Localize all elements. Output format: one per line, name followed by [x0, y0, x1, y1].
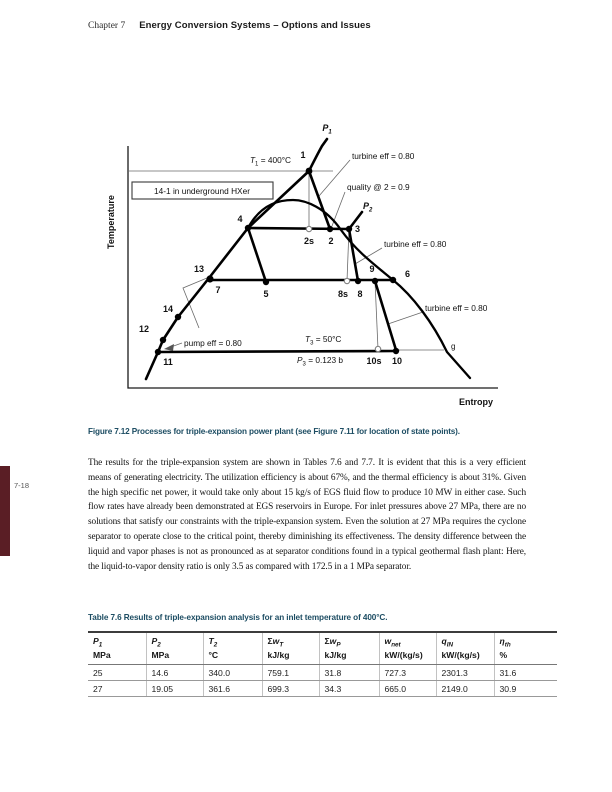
chapter-title: Energy Conversion Systems – Options and Issues — [139, 20, 371, 31]
point-label-3: 3 — [355, 224, 361, 234]
table-cell: 31.8 — [319, 665, 379, 681]
figure-caption: Figure 7.12 Processes for triple-expansion power plant (see Figure 7.11 for location of state points). — [88, 427, 460, 436]
point-label-2s: 2s — [303, 236, 315, 246]
point-label-11: 11 — [163, 357, 173, 367]
col-header-5: $w_{net}$ kW/(kg/s) — [379, 632, 436, 665]
t3-label: $T_3 = 50^\circ C$ — [305, 334, 342, 347]
col-header-6: $q_{IN}$ kW/(kg/s) — [436, 632, 494, 665]
point-label-10: 10 — [391, 356, 403, 366]
p2-label: $P_2$ — [363, 201, 373, 214]
table-cell: 699.3 — [262, 681, 319, 697]
hxer-note-label: 14-1 in underground HXer — [154, 186, 250, 196]
table-cell: 2301.3 — [436, 665, 494, 681]
point-label-5: 5 — [263, 289, 269, 299]
point-label-9: 9 — [369, 264, 375, 274]
table-cell: 27 — [88, 681, 146, 697]
col-header-2: $T_2$ °C — [203, 632, 262, 665]
turbine-eff-3-label: turbine eff = 0.80 — [425, 303, 488, 313]
turbine-eff-2-label: turbine eff = 0.80 — [384, 239, 447, 249]
table-cell: 361.6 — [203, 681, 262, 697]
ts-diagram — [100, 108, 512, 414]
turbine-eff-1-label: turbine eff = 0.80 — [352, 151, 415, 161]
table-row-1 — [88, 681, 557, 697]
table-head — [88, 632, 557, 665]
point-label-2: 2 — [328, 236, 334, 246]
point-label-1: 1 — [300, 150, 306, 160]
table-cell: 759.1 — [262, 665, 319, 681]
running-header — [88, 15, 371, 33]
point-label-12: 12 — [138, 324, 150, 334]
point-label-4: 4 — [237, 214, 243, 224]
table-header-row — [88, 632, 557, 665]
pump-arrowhead — [164, 344, 174, 351]
table-cell: 665.0 — [379, 681, 436, 697]
page-number: 7-18 — [14, 481, 30, 490]
col-header-3: $\Sigma w_T$ kJ/kg — [262, 632, 319, 665]
chapter-number: Chapter 7 — [88, 21, 126, 31]
p1-label: $P_1$ — [322, 123, 332, 136]
col-header-7: $\eta_{th}$ % — [494, 632, 557, 665]
quality-label: quality @ 2 = 0.9 — [347, 182, 410, 192]
point-label-10s: 10s — [366, 356, 382, 366]
table-cell: 34.3 — [319, 681, 379, 697]
table-row-0 — [88, 665, 557, 681]
point-label-8: 8 — [357, 289, 363, 299]
table-caption: Table 7.6 Results of triple-expansion analysis for an inlet temperature of 400°C. — [88, 613, 388, 622]
point-label-14: 14 — [162, 304, 174, 314]
pump-eff-label: pump eff = 0.80 — [184, 338, 242, 348]
body-paragraph: The results for the triple-expansion system are shown in Tables 7.6 and 7.7. It is evident that this is a very efficient means of generating electricity. The utilization efficiency is about 67%, and the thermal efficiency is about 31%. Given the high specific net power, it would take only about 15 kg/s of EGS fluid flow to produce 10 MW in either case. Such flow rates have already been demonstrated at EGS reservoirs in Europe. For inlet pressures above 27 MPa, there are no solutions that satisfy our constraints with the triple-expansion system. Even the solution at 27 MPa requires the cyclone separator to operate close to the critical point, thereby diminishing its effectiveness. The density difference between the liquid and vapor phases is not as pronounced as at separator conditions found in a typical geothermal flash plant: Here, the liquid-to-vapor density ratio is only 3.5 as compared with 172.5 in a 1 MPa separator. — [88, 458, 526, 572]
point-label-g: g — [451, 342, 456, 351]
point-label-7: 7 — [215, 285, 221, 295]
point-label-6: 6 — [405, 269, 411, 279]
point-label-8s: 8s — [337, 289, 349, 299]
col-header-0: $P_1$ MPa — [88, 632, 146, 665]
table-cell: 14.6 — [146, 665, 203, 681]
margin-tab — [0, 466, 10, 556]
col-header-4: $\Sigma w_P$ kJ/kg — [319, 632, 379, 665]
table-cell: 340.0 — [203, 665, 262, 681]
point-label-13: 13 — [193, 264, 205, 274]
results-table — [88, 631, 557, 697]
table-body — [88, 665, 557, 697]
col-header-1: $P_2$ MPa — [146, 632, 203, 665]
table-cell: 727.3 — [379, 665, 436, 681]
table-cell: 25 — [88, 665, 146, 681]
y-axis-label: Temperature — [106, 195, 116, 249]
table-cell: 31.6 — [494, 665, 557, 681]
table-cell: 19.05 — [146, 681, 203, 697]
table-cell: 2149.0 — [436, 681, 494, 697]
t1-label: $T_1 = 400^\circ C$ — [249, 155, 291, 168]
p3-label: $P_3 = 0.123$ b — [297, 355, 344, 368]
table-cell: 30.9 — [494, 681, 557, 697]
x-axis-label: Entropy — [459, 397, 494, 407]
